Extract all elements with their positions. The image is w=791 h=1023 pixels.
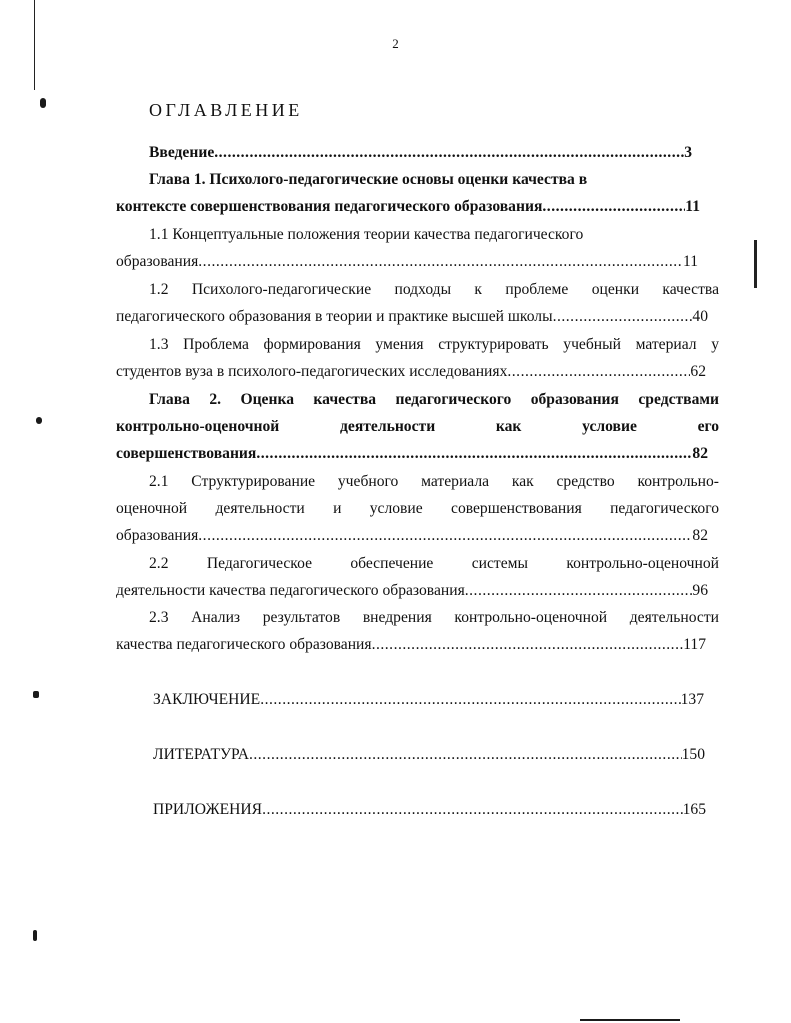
toc-entry-title: 2.1 Структурирование учебного материала как средство контрольно- (149, 473, 719, 490)
toc-entry-section-2-1-cont2[interactable] (116, 526, 708, 546)
toc-entry-page: 62 (690, 363, 706, 380)
toc-entry-title: Глава 1. Психолого-педагогические основы оценки качества в (149, 171, 588, 188)
dot-leader (553, 307, 693, 327)
scan-speck (40, 98, 46, 108)
toc-entry-title: контексте совершенствования педагогического образования (116, 198, 543, 215)
dot-leader (465, 581, 693, 601)
toc-entry-title: 1.3 Проблема формирования умения структурировать учебный материал у (149, 336, 719, 353)
toc-heading: ОГЛАВЛЕНИЕ (149, 100, 303, 120)
toc-entry-section-2-1[interactable] (149, 472, 719, 492)
toc-entry-chapter-1[interactable] (149, 170, 652, 190)
toc-entry-title: ПРИЛОЖЕНИЯ (153, 801, 263, 818)
dot-leader (260, 690, 680, 710)
toc-entry-section-1-2-cont[interactable] (116, 307, 708, 327)
toc-entry-section-1-3-cont[interactable] (116, 362, 706, 382)
dot-leader (262, 800, 683, 820)
toc-entry-title: контрольно-оценочной деятельности как условие его (116, 418, 719, 435)
page-number: 2 (392, 36, 399, 51)
toc-entry-page: 3 (684, 144, 692, 161)
toc-entry-title: образования (116, 527, 199, 544)
toc-entry-title: Глава 2. Оценка качества педагогического образования средствами (149, 391, 719, 408)
toc-entry-title: совершенствования (116, 445, 257, 462)
toc-entry-page: 40 (692, 308, 708, 325)
scan-speck (580, 1019, 680, 1021)
toc-entry-section-2-3[interactable] (149, 608, 719, 628)
dot-leader (198, 526, 692, 546)
toc-entry-page: 117 (683, 636, 706, 653)
toc-entry-section-1-1[interactable] (149, 225, 649, 245)
toc-entry-page: 82 (692, 527, 708, 544)
toc-entry-chapter-1-cont[interactable] (116, 197, 700, 217)
toc-entry-page: 11 (685, 198, 700, 215)
toc-entry-page: 96 (692, 582, 708, 599)
toc-entry-title: 1.1 Концептуальные положения теории качества педагогического (149, 226, 584, 243)
toc-entry-title: ЗАКЛЮЧЕНИЕ (153, 691, 261, 708)
dot-leader (542, 197, 685, 217)
toc-entry-title: 1.2 Психолого-педагогические подходы к проблеме оценки качества (149, 281, 719, 298)
toc-entry-page: 137 (680, 691, 704, 708)
scan-speck (33, 691, 39, 698)
dot-leader (198, 252, 683, 272)
scan-speck (33, 930, 37, 941)
toc-entry-title: студентов вуза в психолого-педагогических исследованиях (116, 363, 508, 380)
toc-entry-section-1-3[interactable] (149, 335, 719, 355)
toc-entry-title: оценочной деятельности и условие совершенствования педагогического (116, 500, 719, 517)
dot-leader (372, 635, 684, 655)
scan-edge-line (754, 240, 757, 288)
toc-entry-chapter-2-cont[interactable] (116, 417, 719, 437)
toc-entry-page: 82 (692, 445, 708, 462)
toc-entry-introduction[interactable] (149, 143, 692, 163)
toc-entry-page: 11 (682, 253, 698, 270)
toc-entry-title: 2.2 Педагогическое обеспечение системы контрольно-оценочной (149, 555, 719, 572)
toc-entry-section-2-1-cont[interactable] (116, 499, 719, 519)
toc-entry-page: 165 (682, 801, 706, 818)
toc-entry-title: качества педагогического образования (116, 636, 372, 653)
toc-entry-title: 2.3 Анализ результатов внедрения контрольно-оценочной деятельности (149, 609, 719, 626)
dot-leader (249, 745, 682, 765)
toc-entry-conclusion[interactable] (153, 690, 704, 710)
toc-entry-section-2-2[interactable] (149, 554, 719, 574)
dot-leader (256, 444, 692, 464)
scan-speck (36, 417, 42, 424)
toc-entry-section-1-1-cont[interactable] (116, 252, 698, 272)
toc-entry-chapter-2-cont2[interactable] (116, 444, 708, 464)
toc-entry-literature[interactable] (153, 745, 705, 765)
toc-entry-chapter-2[interactable] (149, 390, 719, 410)
toc-entry-title: образования (116, 253, 199, 270)
toc-entry-page: 150 (681, 746, 705, 763)
toc-entry-section-1-2[interactable] (149, 280, 719, 300)
toc-entry-title: деятельности качества педагогического образования (116, 582, 465, 599)
toc-entry-title: ЛИТЕРАТУРА (153, 746, 249, 763)
toc-entry-section-2-2-cont[interactable] (116, 581, 708, 601)
toc-entry-title: педагогического образования в теории и практике высшей школы (116, 308, 553, 325)
toc-entry-appendices[interactable] (153, 800, 706, 820)
dot-leader (507, 362, 690, 382)
toc-entry-section-2-3-cont[interactable] (116, 635, 706, 655)
toc-entry-title: Введение (149, 144, 215, 161)
dot-leader (214, 143, 684, 163)
